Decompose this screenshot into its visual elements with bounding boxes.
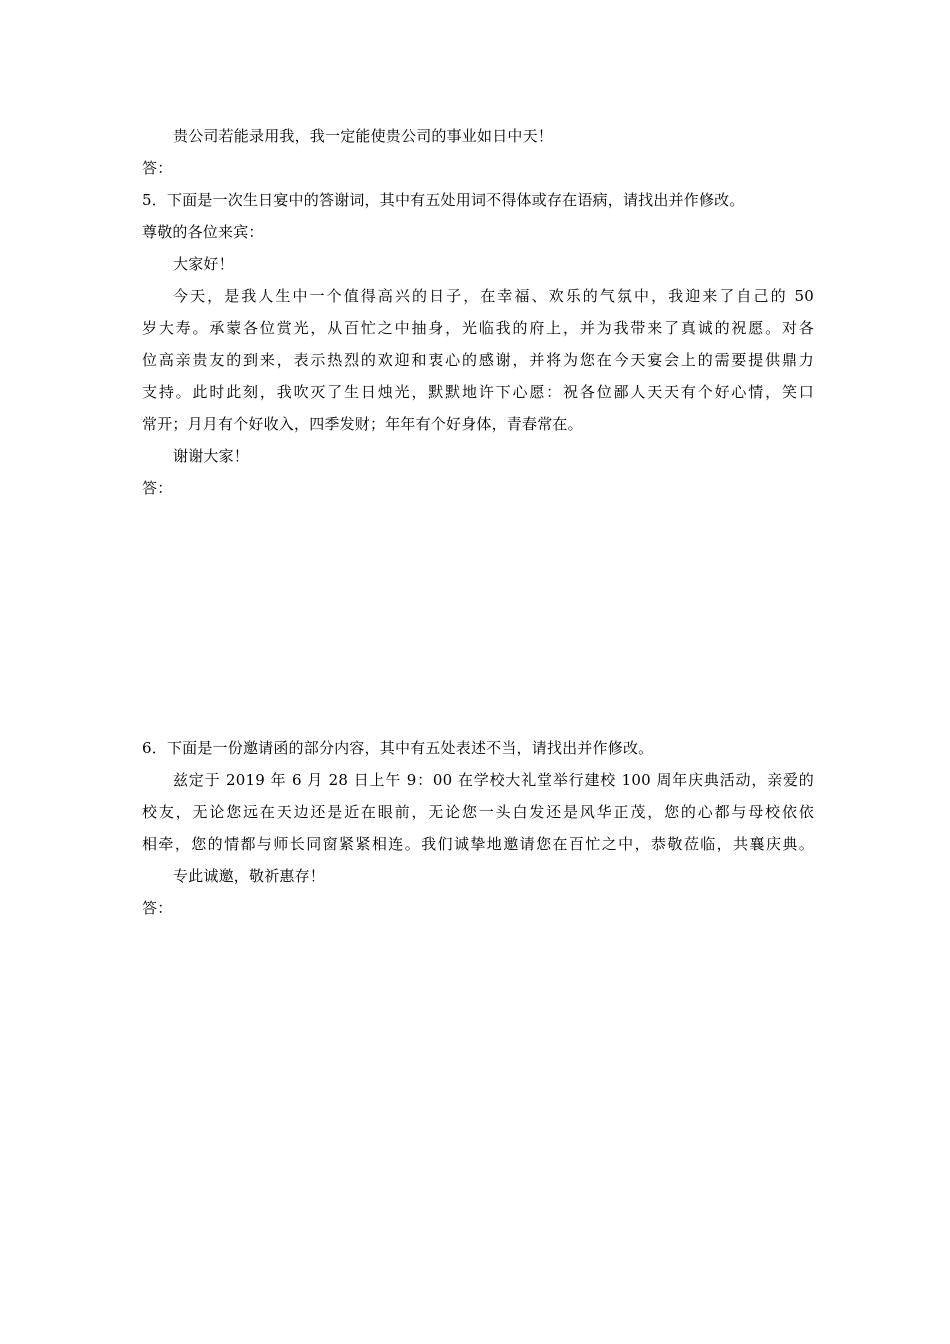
q4-statement: 贵公司若能录用我，我一定能使贵公司的事业如日中天！ — [173, 127, 554, 145]
q5-body-line: 支持。此时此刻，我吹灭了生日烛光，默默地许下心愿：祝各位鄙人天天有个好心情，笑口 — [142, 383, 814, 401]
q6-answer-label: 答： — [142, 899, 173, 917]
q4-answer-label: 答： — [142, 159, 173, 177]
q5-body-line: 常开；月月有个好收入，四季发财；年年有个好身体，青春常在。 — [142, 415, 583, 433]
q6-prompt: 6．下面是一份邀请函的部分内容，其中有五处表述不当，请找出并作修改。 — [142, 739, 654, 757]
q5-body-line: 岁大寿。承蒙各位赏光，从百忙之中抽身，光临我的府上，并为我带来了真诚的祝愿。对各 — [142, 319, 814, 337]
q5-greeting: 大家好！ — [173, 255, 234, 273]
q6-body-line: 兹定于 2019 年 6 月 28 日上午 9：00 在学校大礼堂举行建校 100 周年庆典活动，亲爱的 — [173, 771, 814, 789]
q6-body-line: 相牵，您的情都与师长同窗紧紧相连。我们诚挚地邀请您在百忙之中，恭敬莅临，共襄庆典。 — [142, 835, 814, 853]
q5-answer-label: 答： — [142, 479, 173, 497]
q5-body-line: 位高亲贵友的到来，表示热烈的欢迎和衷心的感谢，并将为您在今天宴会上的需要提供鼎力 — [142, 351, 814, 369]
q5-closing: 谢谢大家！ — [173, 447, 250, 465]
q5-prompt: 5．下面是一次生日宴中的答谢词，其中有五处用词不得体或存在语病，请找出并作修改。 — [142, 191, 745, 209]
q6-body-line: 校友，无论您远在天边还是近在眼前，无论您一头白发还是风华正茂，您的心都与母校依依 — [142, 803, 814, 821]
q5-salutation: 尊敬的各位来宾： — [142, 223, 264, 241]
q5-body-line: 今天，是我人生中一个值得高兴的日子，在幸福、欢乐的气氛中，我迎来了自己的 50 — [173, 287, 814, 305]
q6-closing: 专此诚邀，敬祈惠存！ — [173, 867, 326, 885]
